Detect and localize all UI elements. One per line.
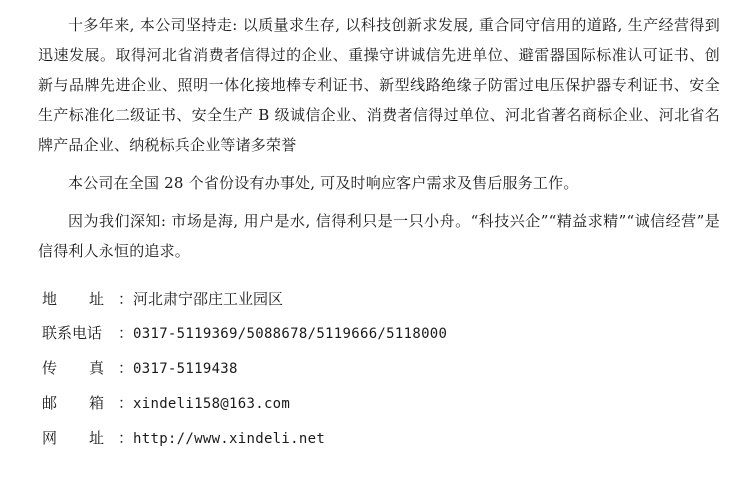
contact-row [42, 351, 720, 386]
contact-row [42, 316, 720, 351]
contact-row [42, 386, 720, 421]
contact-separator: ： [118, 359, 134, 377]
contact-value-address: 河北肃宁邵庄工业园区 [133, 290, 284, 308]
contact-row [42, 421, 720, 456]
contact-value-website[interactable]: http://www.xindeli.net [133, 431, 326, 447]
contact-value-fax: 0317-5119438 [133, 361, 238, 377]
contact-separator: ： [118, 394, 134, 412]
contact-separator: ： [118, 290, 134, 308]
contact-list [38, 282, 720, 456]
contact-label-email: 邮 箱 [42, 394, 104, 412]
paragraph-philosophy: 因为我们深知: 市场是海, 用户是水, 信得利只是一只小舟。“科技兴企”“精益求精”“诚信经营”是信得利人永恒的追求。 [38, 212, 720, 260]
contact-row [42, 282, 720, 316]
contact-value-email[interactable]: xindeli158@163.com [133, 396, 291, 412]
contact-separator: ： [118, 324, 134, 342]
contact-separator: ： [118, 429, 134, 447]
contact-label-address: 地 址 [42, 290, 104, 308]
contact-value-phone: 0317-5119369/5088678/5119666/5118000 [133, 326, 448, 342]
paragraph-offices: 本公司在全国 28 个省份设有办事处, 可及时响应客户需求及售后服务工作。 [68, 174, 579, 192]
paragraph-company-history: 十多年来, 本公司坚持走: 以质量求生存, 以科技创新求发展, 重合同守信用的道路, 生产经营得到迅速发展。取得河北省消费者信得过的企业、重操守讲诚信先进单位、避雷器国际标准认可证书、创新与品牌先进企业、照明一体化接地棒专利证书、新型线路绝缘子防雷过电压保护器专利证书、安全生产标准化二级证书、安全生产 B 级诚信企业、消费者信得过单位、河北省著名商标企业、河北省名牌产品企业、纳税标兵企业等诸多荣誉 [38, 16, 720, 154]
contact-label-phone: 联系电话 [42, 324, 103, 342]
contact-label-fax: 传 真 [42, 359, 104, 377]
contact-label-website: 网 址 [42, 429, 104, 447]
